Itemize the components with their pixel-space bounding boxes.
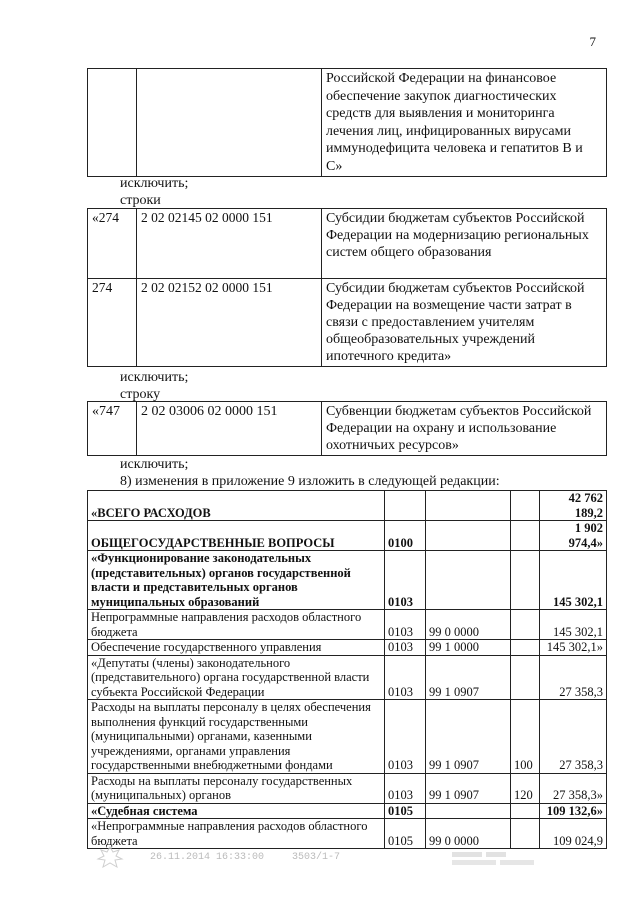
- row-target-code: 99 1 0907: [426, 700, 511, 774]
- row-target-code: 99 0 0000: [426, 819, 511, 849]
- table-row: [88, 773, 607, 803]
- table-row: [88, 551, 607, 610]
- row-name: «ВСЕГО РАСХОДОВ: [88, 491, 385, 521]
- row-code: 2 02 02145 02 0000 151: [137, 209, 322, 279]
- instruction-row: строку: [120, 387, 161, 402]
- table-row: [88, 610, 607, 640]
- row-text: Субвенции бюджетам субъектов Российской Федерации на охрану и использование охотничьих ресурсов»: [322, 402, 607, 456]
- row-sum: 27 358,3»: [540, 773, 607, 803]
- row-sum: 27 358,3: [540, 700, 607, 774]
- row-expense-type: [511, 803, 540, 819]
- row-sum: 27 358,3: [540, 655, 607, 700]
- annex9-table: [87, 490, 607, 849]
- table-row: [88, 803, 607, 819]
- row-sum: 109 132,6»: [540, 803, 607, 819]
- row-name: «Депутаты (члены) законодательного (представительного) органа государственной власти субъекта Российской Федерации: [88, 655, 385, 700]
- row-name: Расходы на выплаты персоналу в целях обеспечения выполнения функций государственными (муниципальными) органами, казенными учреждениями, органами управления государственными внебюджетными фондами: [88, 700, 385, 774]
- row-expense-type: [511, 610, 540, 640]
- row-expense-type: [511, 640, 540, 656]
- instruction-exclude-1: исключить;: [120, 176, 189, 191]
- row-number: [88, 69, 137, 177]
- table-row: [88, 655, 607, 700]
- row-name: «Непрограммные направления расходов областного бюджета: [88, 819, 385, 849]
- row-section-code: 0103: [385, 655, 426, 700]
- row-name: Обеспечение государственного управления: [88, 640, 385, 656]
- row-name: Расходы на выплаты персоналу государственных (муниципальных) органов: [88, 773, 385, 803]
- row-target-code: [426, 551, 511, 610]
- row-name: «Судебная система: [88, 803, 385, 819]
- table-row: [88, 819, 607, 849]
- instruction-annex9: 8) изменения в приложение 9 изложить в следующей редакции:: [120, 474, 500, 489]
- row-target-code: 99 0 0000: [426, 610, 511, 640]
- row-target-code: [426, 491, 511, 521]
- row-section-code: 0105: [385, 819, 426, 849]
- row-target-code: 99 1 0907: [426, 655, 511, 700]
- row-text: Субсидии бюджетам субъектов Российской Федерации на возмещение части затрат в связи с предоставлением учителям общеобразовательных учреждений ипотечного кредита»: [322, 279, 607, 367]
- row-number: «747: [88, 402, 137, 456]
- row-section-code: 0103: [385, 700, 426, 774]
- row-section-code: [385, 491, 426, 521]
- instruction-exclude-2: исключить;: [120, 370, 189, 385]
- row-expense-type: [511, 551, 540, 610]
- row-name: «Функционирование законодательных (представительных) органов государственной власти и представительных органов муниципальных образований: [88, 551, 385, 610]
- row-target-code: 99 1 0907: [426, 773, 511, 803]
- row-expense-type: 100: [511, 700, 540, 774]
- row-number: «274: [88, 209, 137, 279]
- row-sum: 145 302,1»: [540, 640, 607, 656]
- row-target-code: [426, 521, 511, 551]
- third-table: [87, 401, 607, 456]
- row-target-code: 99 1 0000: [426, 640, 511, 656]
- table-row: [88, 279, 607, 367]
- row-code: [137, 69, 322, 177]
- faint-stamp-mark: [450, 850, 540, 868]
- footer-stamp: [150, 852, 362, 863]
- row-text: Субсидии бюджетам субъектов Российской Федерации на модернизацию региональных систем общего образования: [322, 209, 607, 279]
- row-number: 274: [88, 279, 137, 367]
- table-row: [88, 209, 607, 279]
- row-section-code: 0103: [385, 610, 426, 640]
- row-sum: 42 762 189,2: [540, 491, 607, 521]
- row-expense-type: [511, 655, 540, 700]
- row-name: Непрограммные направления расходов областного бюджета: [88, 610, 385, 640]
- row-sum: 1 902 974,4»: [540, 521, 607, 551]
- row-text: Российской Федерации на финансовое обеспечение закупок диагностических средств для выявления и мониторинга лечения лиц, инфицированных вирусами иммунодефицита человека и гепатитов В и С»: [322, 69, 607, 177]
- row-expense-type: 120: [511, 773, 540, 803]
- row-target-code: [426, 803, 511, 819]
- middle-table: [87, 208, 607, 367]
- stamp-date: 26.11.2014 16:33:00: [150, 852, 265, 863]
- table-row: [88, 521, 607, 551]
- row-expense-type: [511, 521, 540, 551]
- row-section-code: 0103: [385, 640, 426, 656]
- row-code: 2 02 02152 02 0000 151: [137, 279, 322, 367]
- row-name: ОБЩЕГОСУДАРСТВЕННЫЕ ВОПРОСЫ: [88, 521, 385, 551]
- instruction-exclude-3: исключить;: [120, 457, 189, 472]
- row-code: 2 02 03006 02 0000 151: [137, 402, 322, 456]
- table-row: [88, 640, 607, 656]
- page-number: 7: [589, 34, 596, 49]
- table-row: [88, 69, 607, 177]
- row-section-code: 0103: [385, 773, 426, 803]
- row-section-code: 0100: [385, 521, 426, 551]
- footer-faint-block: [450, 850, 540, 871]
- stamp-code: 3503/1-7: [292, 852, 341, 863]
- table-row: [88, 402, 607, 456]
- row-sum: 145 302,1: [540, 551, 607, 610]
- row-sum: 109 024,9: [540, 819, 607, 849]
- eagle-emblem-icon: [96, 846, 124, 868]
- row-expense-type: [511, 491, 540, 521]
- instruction-rows: строки: [120, 193, 161, 208]
- row-expense-type: [511, 819, 540, 849]
- top-table: [87, 68, 607, 177]
- row-section-code: 0105: [385, 803, 426, 819]
- row-sum: 145 302,1: [540, 610, 607, 640]
- row-section-code: 0103: [385, 551, 426, 610]
- table-row: [88, 700, 607, 774]
- table-row: [88, 491, 607, 521]
